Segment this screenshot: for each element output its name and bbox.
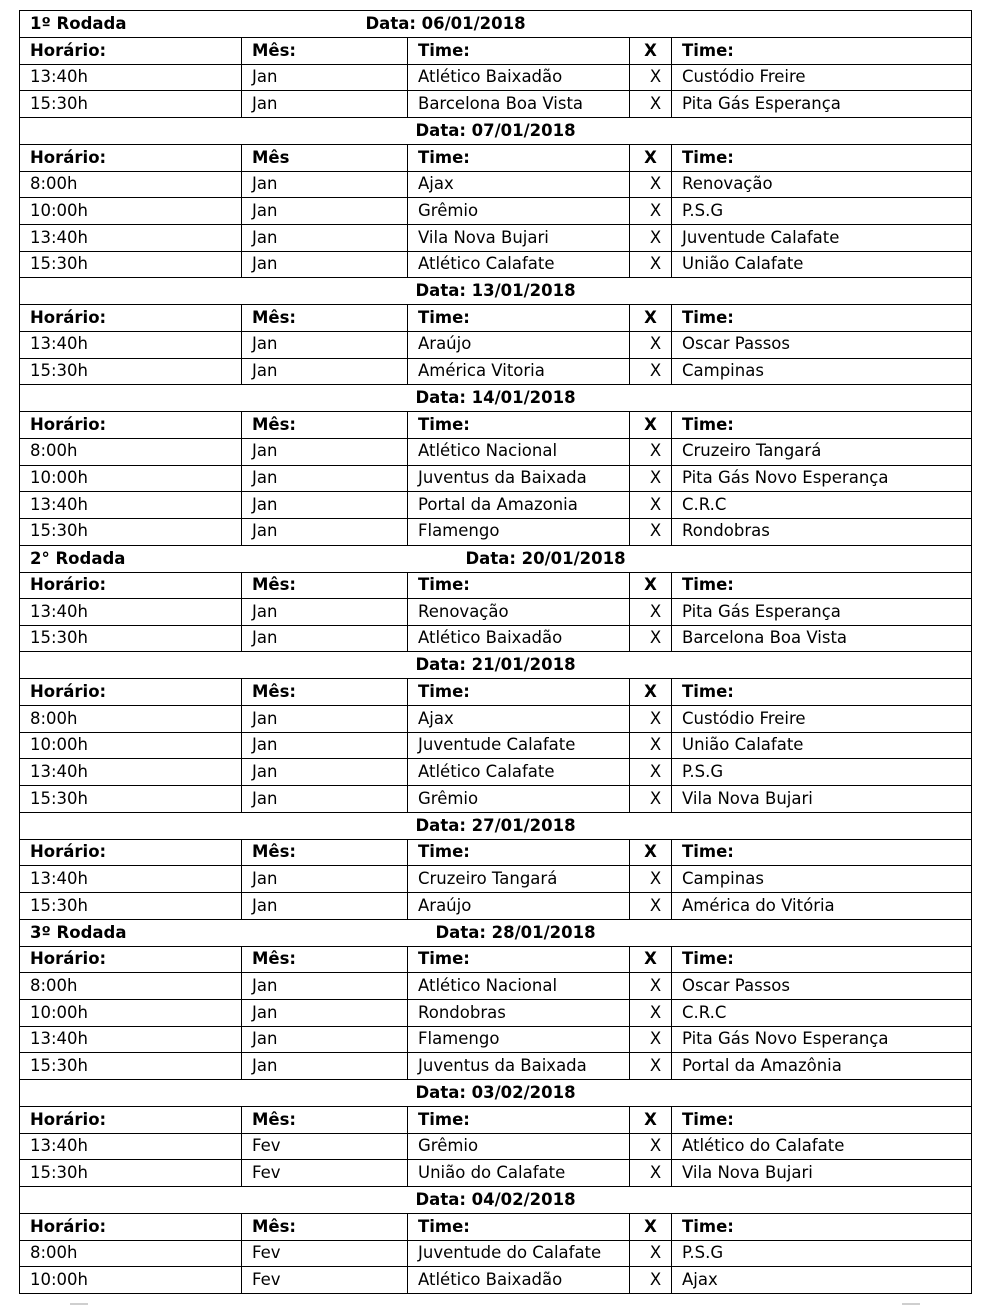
match-date: Data: 20/01/2018 <box>465 548 626 568</box>
versus-mark: X <box>630 331 672 358</box>
round-date-cell <box>20 385 972 412</box>
round-date-row <box>20 812 972 839</box>
home-team: União do Calafate <box>408 1160 630 1187</box>
away-team-header: Time: <box>672 38 972 65</box>
versus-mark: X <box>630 625 672 652</box>
match-row <box>20 706 972 733</box>
versus-mark: X <box>630 1000 672 1027</box>
versus-mark: X <box>630 732 672 759</box>
home-team: Ajax <box>408 706 630 733</box>
match-date: Data: 04/02/2018 <box>415 1189 576 1209</box>
month-header: Mês: <box>242 946 408 973</box>
round-label: 3º Rodada <box>30 922 127 942</box>
versus-mark: X <box>630 786 672 813</box>
away-team: Pita Gás Novo Esperança <box>672 465 972 492</box>
away-team: P.S.G <box>672 759 972 786</box>
versus-mark: X <box>630 1240 672 1267</box>
month-header: Mês: <box>242 38 408 65</box>
match-time: 15:30h <box>20 893 242 920</box>
match-time: 13:40h <box>20 1026 242 1053</box>
versus-mark: X <box>630 64 672 91</box>
home-team: Flamengo <box>408 518 630 545</box>
round-date-cell <box>20 11 972 38</box>
versus-header: X <box>630 305 672 332</box>
column-header-row <box>20 144 972 171</box>
round-date-row <box>20 1186 972 1213</box>
versus-header: X <box>630 1213 672 1240</box>
match-month: Jan <box>242 198 408 225</box>
away-team-header: Time: <box>672 305 972 332</box>
round-date-cell <box>20 919 972 946</box>
round-date-row <box>20 11 972 38</box>
match-row <box>20 1026 972 1053</box>
match-month: Jan <box>242 973 408 1000</box>
match-row <box>20 759 972 786</box>
match-time: 15:30h <box>20 1160 242 1187</box>
away-team: Pita Gás Esperança <box>672 91 972 118</box>
versus-mark: X <box>630 1133 672 1160</box>
match-time: 8:00h <box>20 706 242 733</box>
versus-header: X <box>630 679 672 706</box>
round-date-row <box>20 652 972 679</box>
round-date-banner <box>20 652 971 678</box>
match-time: 13:40h <box>20 759 242 786</box>
home-team-header: Time: <box>408 679 630 706</box>
match-date: Data: 28/01/2018 <box>435 922 596 942</box>
home-team: Grêmio <box>408 198 630 225</box>
home-team: Araújo <box>408 893 630 920</box>
away-team: Portal da Amazônia <box>672 1053 972 1080</box>
round-date-cell <box>20 652 972 679</box>
away-team-header: Time: <box>672 839 972 866</box>
match-row <box>20 358 972 385</box>
month-header: Mês <box>242 144 408 171</box>
match-row <box>20 1240 972 1267</box>
match-row <box>20 893 972 920</box>
column-header-row <box>20 839 972 866</box>
home-team: Juventude Calafate <box>408 732 630 759</box>
away-team: C.R.C <box>672 492 972 519</box>
round-date-cell <box>20 1186 972 1213</box>
match-time: 13:40h <box>20 492 242 519</box>
away-team: Vila Nova Bujari <box>672 1160 972 1187</box>
match-row <box>20 866 972 893</box>
match-row <box>20 438 972 465</box>
match-time: 15:30h <box>20 1053 242 1080</box>
home-team: Atlético Baixadão <box>408 64 630 91</box>
match-month: Jan <box>242 1053 408 1080</box>
home-team: Araújo <box>408 331 630 358</box>
home-team: Portal da Amazonia <box>408 492 630 519</box>
match-row <box>20 64 972 91</box>
round-date-banner <box>20 11 971 37</box>
versus-mark: X <box>630 1053 672 1080</box>
month-header: Mês: <box>242 305 408 332</box>
match-date: Data: 27/01/2018 <box>415 815 576 835</box>
month-header: Mês: <box>242 1213 408 1240</box>
home-team: Barcelona Boa Vista <box>408 91 630 118</box>
home-team: Atlético Nacional <box>408 973 630 1000</box>
versus-header: X <box>630 412 672 439</box>
round-date-banner <box>20 278 971 304</box>
versus-mark: X <box>630 224 672 251</box>
schedule-table <box>19 10 972 1294</box>
match-time: 13:40h <box>20 1133 242 1160</box>
away-team-header: Time: <box>672 679 972 706</box>
round-date-cell <box>20 278 972 305</box>
match-row <box>20 1000 972 1027</box>
away-team: Campinas <box>672 358 972 385</box>
versus-mark: X <box>630 465 672 492</box>
home-team: Atlético Calafate <box>408 759 630 786</box>
match-month: Jan <box>242 64 408 91</box>
away-team: Vila Nova Bujari <box>672 786 972 813</box>
match-month: Jan <box>242 465 408 492</box>
match-month: Fev <box>242 1160 408 1187</box>
round-date-row <box>20 1080 972 1107</box>
column-header-row <box>20 572 972 599</box>
match-date: Data: 21/01/2018 <box>415 655 576 675</box>
match-time: 8:00h <box>20 1240 242 1267</box>
away-team-header: Time: <box>672 946 972 973</box>
match-row <box>20 599 972 626</box>
away-team: Atlético do Calafate <box>672 1133 972 1160</box>
time-header: Horário: <box>20 1213 242 1240</box>
round-label: 1º Rodada <box>30 14 127 33</box>
away-team: Rondobras <box>672 518 972 545</box>
match-date: Data: 03/02/2018 <box>415 1083 576 1102</box>
away-team: Campinas <box>672 866 972 893</box>
versus-header: X <box>630 839 672 866</box>
away-team: P.S.G <box>672 198 972 225</box>
away-team: Pita Gás Esperança <box>672 599 972 626</box>
round-date-banner <box>20 1187 971 1213</box>
time-header: Horário: <box>20 946 242 973</box>
schedule-body <box>20 11 972 1294</box>
away-team: Oscar Passos <box>672 973 972 1000</box>
match-month: Jan <box>242 492 408 519</box>
versus-mark: X <box>630 492 672 519</box>
home-team: Grêmio <box>408 786 630 813</box>
round-date-row <box>20 545 972 572</box>
column-header-row <box>20 1213 972 1240</box>
match-row <box>20 492 972 519</box>
match-time: 10:00h <box>20 732 242 759</box>
home-team-header: Time: <box>408 946 630 973</box>
home-team: Juventus da Baixada <box>408 1053 630 1080</box>
match-month: Jan <box>242 759 408 786</box>
match-row <box>20 198 972 225</box>
home-team: Rondobras <box>408 1000 630 1027</box>
match-time: 13:40h <box>20 599 242 626</box>
match-row <box>20 1160 972 1187</box>
home-team: Atlético Calafate <box>408 251 630 278</box>
month-header: Mês: <box>242 572 408 599</box>
match-month: Jan <box>242 518 408 545</box>
match-month: Jan <box>242 732 408 759</box>
away-team-header: Time: <box>672 412 972 439</box>
match-time: 13:40h <box>20 224 242 251</box>
versus-mark: X <box>630 358 672 385</box>
home-team: Atlético Baixadão <box>408 1267 630 1294</box>
match-date: Data: 06/01/2018 <box>365 14 526 33</box>
match-row <box>20 171 972 198</box>
match-date: Data: 07/01/2018 <box>415 120 576 140</box>
match-time: 10:00h <box>20 1267 242 1294</box>
match-time: 15:30h <box>20 358 242 385</box>
match-month: Jan <box>242 893 408 920</box>
versus-mark: X <box>630 171 672 198</box>
away-team: União Calafate <box>672 732 972 759</box>
match-time: 10:00h <box>20 465 242 492</box>
home-team-header: Time: <box>408 1107 630 1134</box>
match-time: 8:00h <box>20 973 242 1000</box>
away-team: União Calafate <box>672 251 972 278</box>
versus-mark: X <box>630 1026 672 1053</box>
match-time: 15:30h <box>20 786 242 813</box>
round-date-banner <box>20 546 971 572</box>
time-header: Horário: <box>20 679 242 706</box>
home-team-header: Time: <box>408 144 630 171</box>
month-header: Mês: <box>242 679 408 706</box>
home-team-header: Time: <box>408 38 630 65</box>
match-row <box>20 91 972 118</box>
versus-mark: X <box>630 973 672 1000</box>
versus-mark: X <box>630 759 672 786</box>
match-row <box>20 786 972 813</box>
match-time: 13:40h <box>20 64 242 91</box>
match-month: Jan <box>242 706 408 733</box>
away-team: Juventude Calafate <box>672 224 972 251</box>
round-date-banner <box>20 920 971 946</box>
match-time: 15:30h <box>20 251 242 278</box>
away-team-header: Time: <box>672 1213 972 1240</box>
versus-mark: X <box>630 518 672 545</box>
month-header: Mês: <box>242 412 408 439</box>
home-team: Renovação <box>408 599 630 626</box>
away-team: América do Vitória <box>672 893 972 920</box>
column-header-row <box>20 946 972 973</box>
versus-header: X <box>630 946 672 973</box>
time-header: Horário: <box>20 1107 242 1134</box>
match-row <box>20 518 972 545</box>
away-team: Barcelona Boa Vista <box>672 625 972 652</box>
away-team: Cruzeiro Tangará <box>672 438 972 465</box>
home-team: Juventus da Baixada <box>408 465 630 492</box>
match-row <box>20 625 972 652</box>
match-time: 8:00h <box>20 171 242 198</box>
match-time: 13:40h <box>20 331 242 358</box>
home-team-header: Time: <box>408 572 630 599</box>
versus-mark: X <box>630 893 672 920</box>
away-team: P.S.G <box>672 1240 972 1267</box>
match-date: Data: 14/01/2018 <box>415 388 576 408</box>
match-month: Jan <box>242 599 408 626</box>
column-header-row <box>20 679 972 706</box>
round-date-banner <box>20 118 971 144</box>
home-team: Atlético Nacional <box>408 438 630 465</box>
match-month: Jan <box>242 251 408 278</box>
round-date-banner <box>20 1080 971 1106</box>
round-date-cell <box>20 117 972 144</box>
versus-header: X <box>630 144 672 171</box>
match-time: 8:00h <box>20 438 242 465</box>
match-month: Jan <box>242 171 408 198</box>
away-team: Pita Gás Novo Esperança <box>672 1026 972 1053</box>
round-date-banner <box>20 813 971 839</box>
match-month: Fev <box>242 1240 408 1267</box>
match-row <box>20 973 972 1000</box>
versus-mark: X <box>630 198 672 225</box>
match-row <box>20 1053 972 1080</box>
month-header: Mês: <box>242 839 408 866</box>
round-date-cell <box>20 812 972 839</box>
home-team: Flamengo <box>408 1026 630 1053</box>
match-row <box>20 251 972 278</box>
time-header: Horário: <box>20 144 242 171</box>
versus-header: X <box>630 572 672 599</box>
match-month: Jan <box>242 625 408 652</box>
home-team-header: Time: <box>408 305 630 332</box>
match-month: Fev <box>242 1133 408 1160</box>
home-team-header: Time: <box>408 1213 630 1240</box>
match-time: 13:40h <box>20 866 242 893</box>
page-edge-mark <box>902 1303 920 1305</box>
match-month: Jan <box>242 1000 408 1027</box>
round-date-cell <box>20 545 972 572</box>
away-team-header: Time: <box>672 572 972 599</box>
time-header: Horário: <box>20 38 242 65</box>
time-header: Horário: <box>20 839 242 866</box>
away-team: Renovação <box>672 171 972 198</box>
column-header-row <box>20 305 972 332</box>
home-team: Atlético Baixadão <box>408 625 630 652</box>
match-month: Fev <box>242 1267 408 1294</box>
column-header-row <box>20 412 972 439</box>
home-team-header: Time: <box>408 839 630 866</box>
home-team: Ajax <box>408 171 630 198</box>
page-edge-mark <box>70 1303 88 1305</box>
match-time: 15:30h <box>20 518 242 545</box>
match-month: Jan <box>242 358 408 385</box>
match-row <box>20 465 972 492</box>
versus-mark: X <box>630 91 672 118</box>
versus-mark: X <box>630 706 672 733</box>
versus-mark: X <box>630 251 672 278</box>
away-team-header: Time: <box>672 1107 972 1134</box>
away-team: Custódio Freire <box>672 706 972 733</box>
round-label: 2° Rodada <box>30 548 126 568</box>
match-month: Jan <box>242 224 408 251</box>
home-team: Grêmio <box>408 1133 630 1160</box>
versus-header: X <box>630 1107 672 1134</box>
time-header: Horário: <box>20 572 242 599</box>
match-month: Jan <box>242 91 408 118</box>
match-month: Jan <box>242 438 408 465</box>
match-time: 10:00h <box>20 1000 242 1027</box>
match-row <box>20 732 972 759</box>
away-team: C.R.C <box>672 1000 972 1027</box>
match-row <box>20 331 972 358</box>
match-month: Jan <box>242 866 408 893</box>
round-date-cell <box>20 1080 972 1107</box>
match-month: Jan <box>242 1026 408 1053</box>
month-header: Mês: <box>242 1107 408 1134</box>
away-team: Ajax <box>672 1267 972 1294</box>
match-time: 15:30h <box>20 625 242 652</box>
versus-mark: X <box>630 1267 672 1294</box>
versus-header: X <box>630 38 672 65</box>
versus-mark: X <box>630 599 672 626</box>
match-row <box>20 224 972 251</box>
match-time: 10:00h <box>20 198 242 225</box>
versus-mark: X <box>630 438 672 465</box>
match-row <box>20 1267 972 1294</box>
away-team: Oscar Passos <box>672 331 972 358</box>
round-date-row <box>20 919 972 946</box>
round-date-row <box>20 117 972 144</box>
home-team: América Vitoria <box>408 358 630 385</box>
time-header: Horário: <box>20 305 242 332</box>
match-month: Jan <box>242 331 408 358</box>
match-row <box>20 1133 972 1160</box>
home-team: Juventude do Calafate <box>408 1240 630 1267</box>
time-header: Horário: <box>20 412 242 439</box>
round-date-row <box>20 278 972 305</box>
round-date-banner <box>20 385 971 411</box>
match-date: Data: 13/01/2018 <box>415 281 576 301</box>
versus-mark: X <box>630 1160 672 1187</box>
home-team: Vila Nova Bujari <box>408 224 630 251</box>
versus-mark: X <box>630 866 672 893</box>
match-month: Jan <box>242 786 408 813</box>
away-team-header: Time: <box>672 144 972 171</box>
home-team-header: Time: <box>408 412 630 439</box>
home-team: Cruzeiro Tangará <box>408 866 630 893</box>
away-team: Custódio Freire <box>672 64 972 91</box>
column-header-row <box>20 38 972 65</box>
column-header-row <box>20 1107 972 1134</box>
round-date-row <box>20 385 972 412</box>
match-time: 15:30h <box>20 91 242 118</box>
